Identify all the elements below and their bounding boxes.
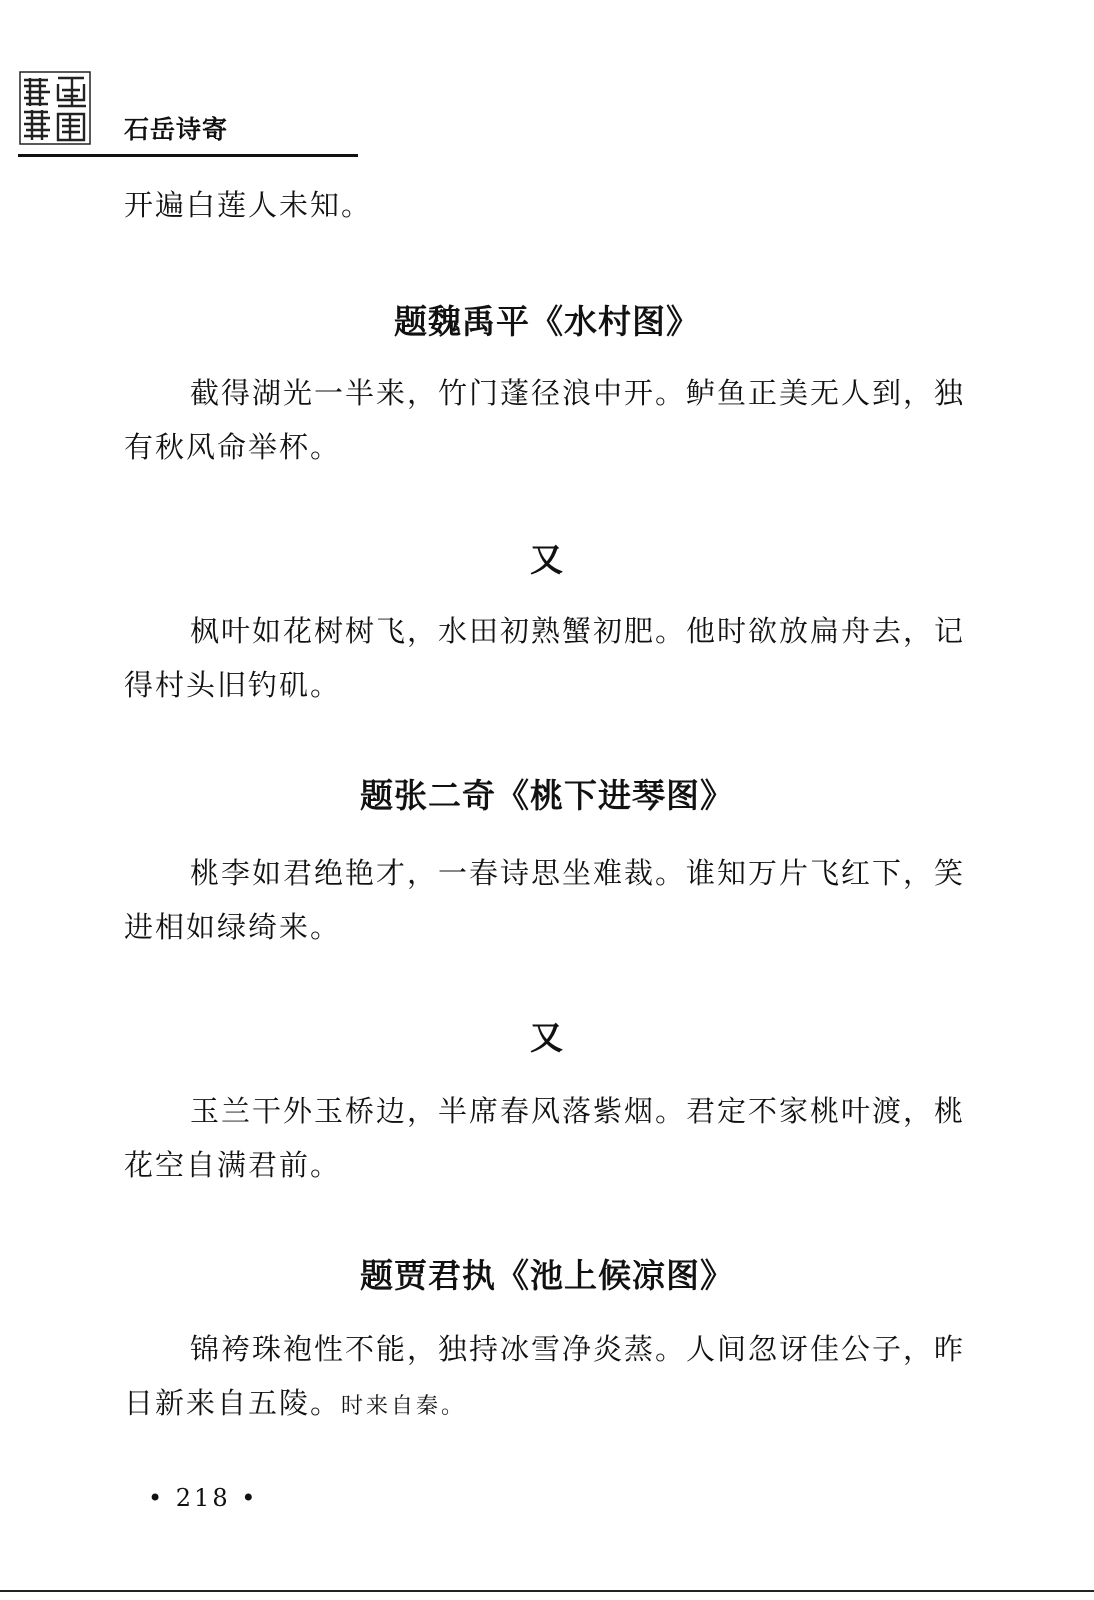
poem-title: 又 xyxy=(530,540,564,579)
poem-title: 又 xyxy=(530,1018,564,1057)
seal-stamp-icon xyxy=(18,70,92,146)
poem-text: 玉兰干外玉桥边，半席春风落紫烟。君定不家桃叶渡，桃花空自满君前。 xyxy=(124,1094,966,1182)
scan-edge-line xyxy=(0,1590,1094,1592)
poem-title: 题贾君执《池上候凉图》 xyxy=(360,1256,734,1295)
poem-title: 题魏禹平《水村图》 xyxy=(394,302,700,341)
running-head-title: 石岳诗寄 xyxy=(124,115,229,144)
header-rule xyxy=(18,154,358,157)
poem-text: 截得湖光一半来，竹门蓬径浪中开。鲈鱼正美无人到，独有秋风命举杯。 xyxy=(124,376,966,464)
poem-text: 桃李如君绝艳才，一春诗思坐难裁。谁知万片飞红下，笑进相如绿绮来。 xyxy=(124,856,966,944)
poem-body: 锦袴珠袍性不能，独持冰雪净炎蒸。人间忽讶佳公子，昨日新来自五陵。 xyxy=(124,1332,966,1420)
poem-continuation: 开遍白莲人未知。 xyxy=(124,188,373,222)
poem-title: 题张二奇《桃下进琴图》 xyxy=(360,776,734,815)
poem-text: 枫叶如花树树飞，水田初熟蟹初肥。他时欲放扁舟去，记得村头旧钓矶。 xyxy=(124,614,966,702)
poem-note: 时来自秦。 xyxy=(341,1394,467,1419)
poem-text xyxy=(124,1322,984,1434)
page-number: • 218 • xyxy=(148,1484,259,1512)
